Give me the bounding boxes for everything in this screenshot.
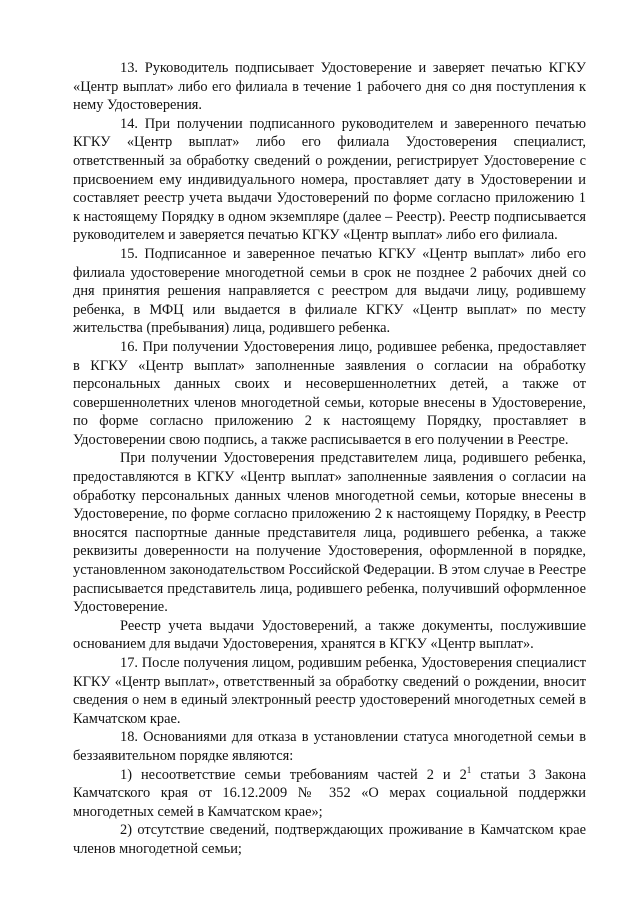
paragraph-16: 16. При получении Удостоверения лицо, родившее ребенка, предоставляет в КГКУ «Центр выплат» заполненные заявления о согласии на обработку персональных данных своих и несовершеннолетних детей, а также от совершеннолетних членов многодетной семьи, которые внесены в Удостоверение, по форме согласно приложению 2 к настоящему Порядку, проставляет в Удостоверении свою подпись, а также расписывается в его получении в Реестре. xyxy=(73,338,586,448)
item-1-text-after: статьи 3 Закона Камчатского края от 16.12.2009 № 352 «О мерах социальной поддержки многодетных семей в Камчатском крае»; xyxy=(73,766,586,820)
paragraph-16-registry-storage: Реестр учета выдачи Удостоверений, а также документы, послужившие основанием для выдачи Удостоверения, хранятся в КГКУ «Центр выплат». xyxy=(73,617,586,653)
paragraph-16-representative: При получении Удостоверения представителем лица, родившего ребенка, предоставляются в КГКУ «Центр выплат» заполненные заявления о согласии на обработку персональных данных членов многодетной семьи, которые внесены в Удостоверение, по форме согласно приложению 2 к настоящему Порядку, в Реестр вносятся паспортные данные представителя лица, родившего ребенка, а также реквизиты доверенности на получение Удостоверения, оформленной в порядке, установленном законодательством Российской Федерации. В этом случае в Реестре расписывается представитель лица, родившего ребенка, получивший оформленное Удостоверение. xyxy=(73,450,586,616)
paragraph-13: 13. Руководитель подписывает Удостоверение и заверяет печатью КГКУ «Центр выплат» либо его филиала в течение 1 рабочего дня со дня поступления к нему Удостоверения. xyxy=(73,60,586,114)
paragraph-18-item-2: 2) отсутствие сведений, подтверждающих проживание в Камчатском крае членов многодетной семьи; xyxy=(73,822,586,857)
item-1-text-before: 1) несоответствие семьи требованиям частей 2 и 2 xyxy=(120,766,467,783)
paragraph-15: 15. Подписанное и заверенное печатью КГКУ «Центр выплат» либо его филиала удостоверение многодетной семьи в срок не позднее 2 рабочих дней со дня принятия решения направляется с реестром для выдачи лицу, родившему ребенка, в МФЦ или выдается в филиале КГКУ «Центр выплат» по месту жительства (пребывания) лица, родившего ребенка. xyxy=(73,245,586,337)
item-1-superscript: 1 xyxy=(466,764,472,775)
paragraph-18-item-1 xyxy=(73,766,586,822)
paragraph-14: 14. При получении подписанного руководителем и заверенного печатью КГКУ «Центр выплат» либо его филиала Удостоверения специалист, ответственный за обработку сведений о рождении, регистрирует Удостоверение с присвоением ему индивидуального номера, проставляет дату в Удостоверении и составляет реестр учета выдачи Удостоверений по форме согласно приложению 1 к настоящему Порядку в одном экземпляре (далее – Реестр). Реестр подписывается руководителем и заверяется печатью КГКУ «Центр выплат» либо его филиала. xyxy=(73,115,586,244)
paragraph-18: 18. Основаниями для отказа в установлении статуса многодетной семьи в беззаявительном порядке являются: xyxy=(73,729,586,764)
paragraph-17: 17. После получения лицом, родившим ребенка, Удостоверения специалист КГКУ «Центр выплат», ответственный за обработку сведений о рождении, вносит сведения о нем в единый электронный реестр удостоверений многодетных семей в Камчатском крае. xyxy=(73,655,586,727)
